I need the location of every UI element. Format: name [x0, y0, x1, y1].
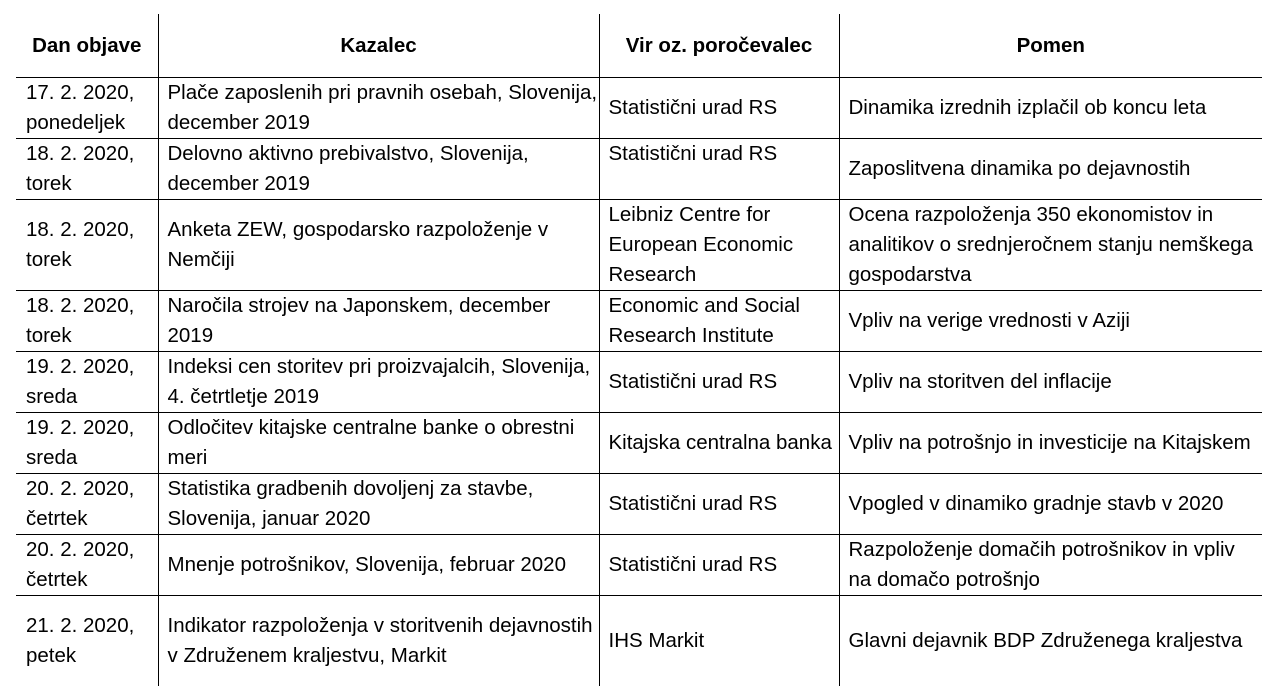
cell-source: Statistični urad RS [599, 139, 839, 200]
release-calendar-table [16, 14, 1262, 686]
header-date: Dan objave [16, 14, 158, 78]
cell-meaning: Vpliv na storitven del inflacije [839, 352, 1262, 413]
cell-indicator: Plače zaposlenih pri pravnih osebah, Slovenija, december 2019 [158, 78, 599, 139]
release-calendar [16, 14, 1262, 686]
table-row [16, 413, 1262, 474]
cell-meaning: Ocena razpoloženja 350 ekonomistov in analitikov o srednjeročnem stanju nemškega gospodarstva [839, 200, 1262, 291]
cell-date: 18. 2. 2020, torek [16, 200, 158, 291]
cell-indicator: Indeksi cen storitev pri proizvajalcih, Slovenija, 4. četrtletje 2019 [158, 352, 599, 413]
cell-source: Statistični urad RS [599, 352, 839, 413]
table-row [16, 139, 1262, 200]
cell-source: Kitajska centralna banka [599, 413, 839, 474]
table-row [16, 535, 1262, 596]
cell-meaning: Razpoloženje domačih potrošnikov in vpliv na domačo potrošnjo [839, 535, 1262, 596]
table-header [16, 14, 1262, 78]
cell-meaning: Vpliv na potrošnjo in investicije na Kitajskem [839, 413, 1262, 474]
cell-indicator: Delovno aktivno prebivalstvo, Slovenija, december 2019 [158, 139, 599, 200]
cell-date: 21. 2. 2020, petek [16, 596, 158, 686]
cell-source: IHS Markit [599, 596, 839, 686]
cell-source: Statistični urad RS [599, 474, 839, 535]
cell-meaning: Dinamika izrednih izplačil ob koncu leta [839, 78, 1262, 139]
cell-indicator: Statistika gradbenih dovoljenj za stavbe, Slovenija, januar 2020 [158, 474, 599, 535]
cell-source: Statistični urad RS [599, 78, 839, 139]
cell-indicator: Odločitev kitajske centralne banke o obrestni meri [158, 413, 599, 474]
header-meaning: Pomen [839, 14, 1262, 78]
cell-date: 20. 2. 2020, četrtek [16, 535, 158, 596]
cell-date: 20. 2. 2020, četrtek [16, 474, 158, 535]
header-row [16, 14, 1262, 78]
table-row [16, 474, 1262, 535]
table-row [16, 200, 1262, 291]
cell-date: 17. 2. 2020, ponedeljek [16, 78, 158, 139]
cell-date: 18. 2. 2020, torek [16, 291, 158, 352]
header-source: Vir oz. poročevalec [599, 14, 839, 78]
cell-indicator: Indikator razpoloženja v storitvenih dejavnostih v Združenem kraljestvu, Markit [158, 596, 599, 686]
cell-indicator: Mnenje potrošnikov, Slovenija, februar 2020 [158, 535, 599, 596]
cell-date: 18. 2. 2020, torek [16, 139, 158, 200]
cell-source: Economic and Social Research Institute [599, 291, 839, 352]
table-row [16, 291, 1262, 352]
table-row [16, 596, 1262, 686]
cell-meaning: Vpliv na verige vrednosti v Aziji [839, 291, 1262, 352]
cell-indicator: Anketa ZEW, gospodarsko razpoloženje v Nemčiji [158, 200, 599, 291]
cell-meaning: Zaposlitvena dinamika po dejavnostih [839, 139, 1262, 200]
table-row [16, 352, 1262, 413]
cell-source: Statistični urad RS [599, 535, 839, 596]
table-body [16, 78, 1262, 686]
cell-meaning: Glavni dejavnik BDP Združenega kraljestva [839, 596, 1262, 686]
cell-meaning: Vpogled v dinamiko gradnje stavb v 2020 [839, 474, 1262, 535]
cell-source: Leibniz Centre for European Economic Research [599, 200, 839, 291]
header-indicator: Kazalec [158, 14, 599, 78]
cell-date: 19. 2. 2020, sreda [16, 352, 158, 413]
cell-indicator: Naročila strojev na Japonskem, december 2019 [158, 291, 599, 352]
table-row [16, 78, 1262, 139]
cell-date: 19. 2. 2020, sreda [16, 413, 158, 474]
